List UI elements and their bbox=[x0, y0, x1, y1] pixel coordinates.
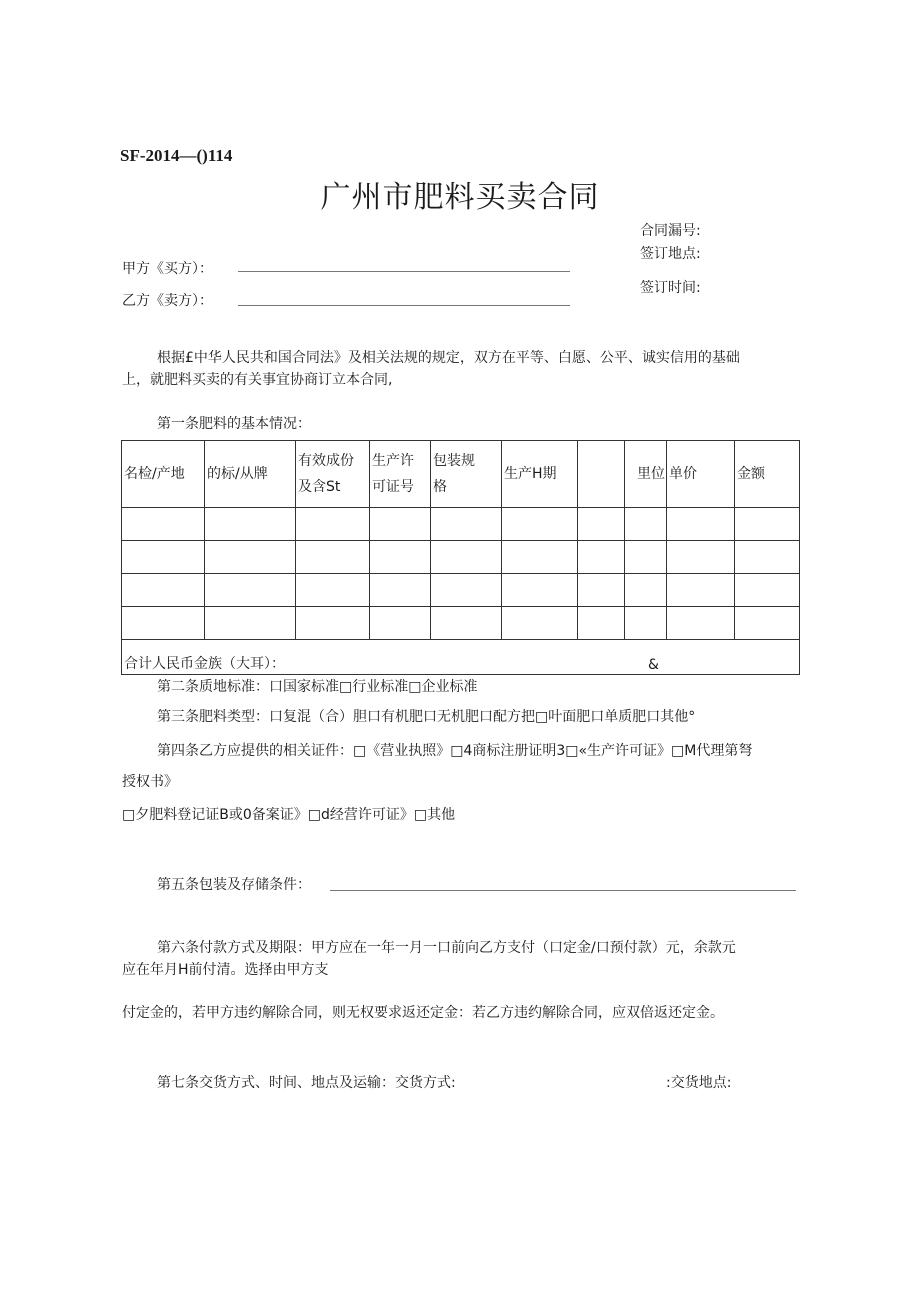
article-1-heading: 第一条肥料的基本情况： bbox=[157, 416, 311, 432]
article-6-line-2: 应在年月H前付清。选择由甲方支 bbox=[122, 962, 329, 978]
table-cell[interactable] bbox=[122, 541, 205, 574]
header-cell: 生产H期 bbox=[502, 441, 578, 508]
table-cell[interactable] bbox=[667, 574, 735, 607]
table-cell[interactable] bbox=[625, 541, 667, 574]
header-cell: 生产许 可证号 bbox=[370, 441, 431, 508]
article-7-label: 第七条交货方式、时间、地点及运输：交货方式: bbox=[157, 1075, 456, 1091]
fertilizer-table bbox=[121, 440, 800, 675]
table-cell[interactable] bbox=[431, 607, 502, 640]
article-4-line-3: □夕肥料登记证B或0备案证》□d经营许可证》□其他 bbox=[122, 807, 456, 823]
sign-time-label: 签订时间: bbox=[640, 280, 701, 296]
table-cell[interactable] bbox=[502, 508, 578, 541]
table-row bbox=[122, 541, 800, 574]
table-row bbox=[122, 574, 800, 607]
article-3: 第三条肥料类型：口复混（合）胆口有机肥口无机肥口配方把□叶面肥口单质肥口其他° bbox=[157, 709, 696, 725]
intro-line-1: 根据£中华人民共和国合同法》及相关法规的规定，双方在平等、白愿、公平、诚实信用的基础 bbox=[157, 350, 740, 366]
table-row bbox=[122, 607, 800, 640]
header-cell: 的标/从牌 bbox=[205, 441, 296, 508]
document-code: SF-2014—()114 bbox=[120, 146, 233, 165]
article-6-line-1: 第六条付款方式及期限：甲方应在一年一月一口前向乙方支付（口定金/口预付款）元，余款元 bbox=[157, 940, 736, 956]
intro-line-2: 上，就肥料买卖的有关事宜协商订立本合同, bbox=[122, 372, 393, 388]
buyer-underline bbox=[238, 271, 570, 272]
table-cell[interactable] bbox=[296, 574, 370, 607]
header-cell: 有效成份 及含St bbox=[296, 441, 370, 508]
table-cell[interactable] bbox=[735, 574, 800, 607]
buyer-label: 甲方《买方）： bbox=[122, 261, 213, 277]
table-cell[interactable] bbox=[205, 508, 296, 541]
table-cell[interactable] bbox=[578, 541, 625, 574]
article-4-line-2: 授权书》 bbox=[122, 774, 178, 790]
total-label: 合计人民币金族（大耳）： bbox=[124, 656, 285, 672]
table-cell[interactable] bbox=[296, 541, 370, 574]
article-4-line-1: 第四条乙方应提供的相关证件：□《营业执照》□4商标注册证明3□«生产许可证》□M代理第弩 bbox=[157, 743, 753, 759]
table-total-row bbox=[122, 640, 800, 675]
table-cell[interactable] bbox=[667, 541, 735, 574]
article-6-line-3: 付定金的，若甲方违约解除合同，则无权要求返还定金：若乙方违约解除合同，应双倍返还定金。 bbox=[122, 1005, 724, 1021]
page-title: 广州市肥料买卖合同 bbox=[320, 180, 600, 215]
table-cell[interactable] bbox=[578, 574, 625, 607]
table-cell[interactable] bbox=[625, 574, 667, 607]
table-row bbox=[122, 508, 800, 541]
table-cell[interactable] bbox=[370, 541, 431, 574]
header-cell: 名检/产地 bbox=[122, 441, 205, 508]
table-cell[interactable] bbox=[667, 607, 735, 640]
article-7-place: :交货地点: bbox=[666, 1075, 732, 1091]
header-cell bbox=[578, 441, 625, 508]
table-cell[interactable] bbox=[296, 508, 370, 541]
table-cell[interactable] bbox=[205, 541, 296, 574]
table-cell[interactable] bbox=[735, 508, 800, 541]
sign-place-label: 签订地点: bbox=[640, 246, 701, 262]
table-cell[interactable] bbox=[122, 574, 205, 607]
table-cell[interactable] bbox=[578, 607, 625, 640]
header-cell: 包装规 格 bbox=[431, 441, 502, 508]
seller-underline bbox=[238, 305, 570, 306]
table-cell[interactable] bbox=[431, 541, 502, 574]
table-cell[interactable] bbox=[667, 508, 735, 541]
table-cell[interactable] bbox=[578, 508, 625, 541]
table-cell[interactable] bbox=[370, 574, 431, 607]
table-cell[interactable] bbox=[122, 607, 205, 640]
table-header-row bbox=[122, 441, 800, 508]
seller-label: 乙方《卖方）： bbox=[122, 293, 213, 309]
total-cell[interactable] bbox=[122, 640, 800, 675]
table-cell[interactable] bbox=[122, 508, 205, 541]
article-5-underline bbox=[330, 890, 796, 891]
header-cell: 里位 bbox=[625, 441, 667, 508]
header-cell: 金额 bbox=[735, 441, 800, 508]
contract-number-label: 合同漏号: bbox=[640, 223, 701, 239]
table-cell[interactable] bbox=[502, 574, 578, 607]
table-cell[interactable] bbox=[431, 508, 502, 541]
table-cell[interactable] bbox=[625, 607, 667, 640]
table-cell[interactable] bbox=[502, 607, 578, 640]
table-cell[interactable] bbox=[625, 508, 667, 541]
table-cell[interactable] bbox=[735, 541, 800, 574]
table-cell[interactable] bbox=[502, 541, 578, 574]
table-cell[interactable] bbox=[735, 607, 800, 640]
total-mark: & bbox=[648, 657, 659, 673]
table-cell[interactable] bbox=[205, 607, 296, 640]
article-2: 第二条质地标准：口国家标准□行业标准□企业标准 bbox=[157, 679, 478, 695]
header-cell: 单价 bbox=[667, 441, 735, 508]
table-cell[interactable] bbox=[370, 508, 431, 541]
table-cell[interactable] bbox=[296, 607, 370, 640]
article-5: 第五条包装及存储条件： bbox=[157, 877, 311, 893]
table-cell[interactable] bbox=[431, 574, 502, 607]
table-cell[interactable] bbox=[370, 607, 431, 640]
table-cell[interactable] bbox=[205, 574, 296, 607]
